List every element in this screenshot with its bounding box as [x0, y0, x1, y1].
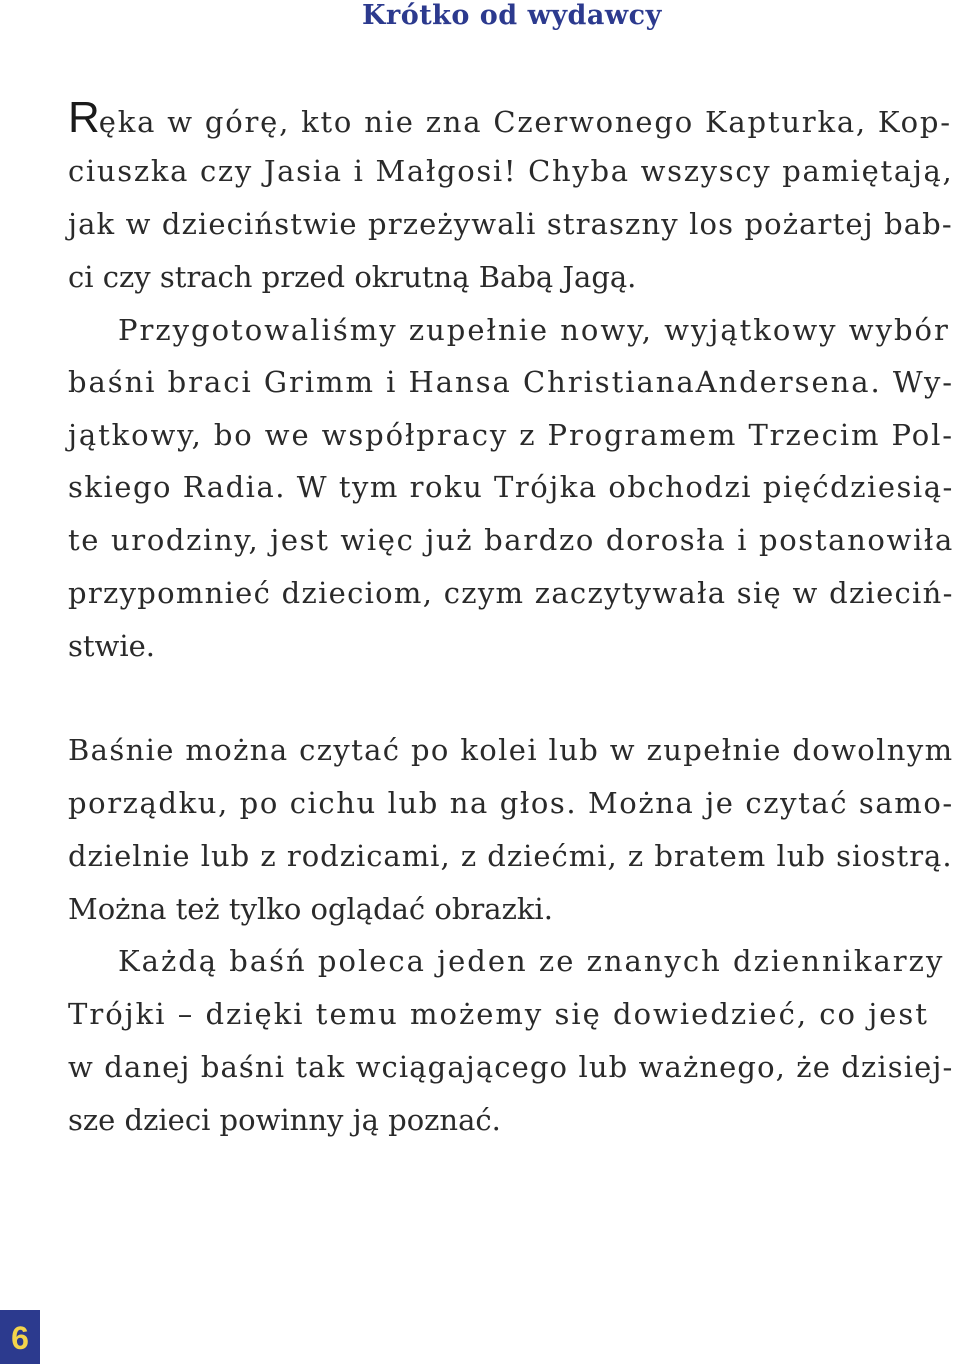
- page-title: Krótko od wydawcy: [362, 0, 662, 31]
- text-line: przypomnieć dzieciom, czym zaczytywała się w dzieciń-: [68, 576, 954, 610]
- text-line: ci czy strach przed okrutną Babą Jagą.: [68, 260, 637, 294]
- text-line: Można też tylko oglądać obrazki.: [68, 892, 553, 926]
- drop-cap: R: [68, 93, 99, 142]
- text-line: [68, 93, 952, 142]
- text-line: ciuszka czy Jasia i Małgosi! Chyba wszyscy pamiętają,: [68, 154, 954, 188]
- text-line: Każdą baśń poleca jeden ze znanych dziennikarzy: [118, 944, 945, 978]
- text-line: dzielnie lub z rodzicami, z dziećmi, z bratem lub siostrą.: [68, 839, 953, 873]
- text-line-content: ęka w górę, kto nie zna Czerwonego Kapturka, Kop-: [98, 105, 952, 139]
- text-line: w danej baśni tak wciągającego lub ważnego, że dzisiej-: [68, 1050, 954, 1084]
- text-line: baśni braci Grimm i Hansa ChristianaAndersena. Wy-: [68, 365, 955, 399]
- text-line: sze dzieci powinny ją poznać.: [68, 1103, 501, 1137]
- text-line: stwie.: [68, 629, 156, 663]
- text-line: Przygotowaliśmy zupełnie nowy, wyjątkowy wybór: [118, 313, 950, 347]
- text-line: te urodziny, jest więc już bardzo dorosła i postanowiła: [68, 523, 954, 557]
- text-line: Trójki – dzięki temu możemy się dowiedzieć, co jest: [68, 997, 929, 1031]
- text-line: porządku, po cichu lub na głos. Można je czytać samo-: [68, 786, 954, 820]
- page-number: 6: [11, 1320, 29, 1356]
- text-line: skiego Radia. W tym roku Trójka obchodzi pięćdziesią-: [68, 470, 954, 504]
- text-line: jątkowy, bo we współpracy z Programem Trzecim Pol-: [68, 418, 954, 452]
- text-line: jak w dzieciństwie przeżywali straszny los pożartej bab-: [68, 207, 953, 241]
- text-line: Baśnie można czytać po kolei lub w zupełnie dowolnym: [68, 733, 954, 767]
